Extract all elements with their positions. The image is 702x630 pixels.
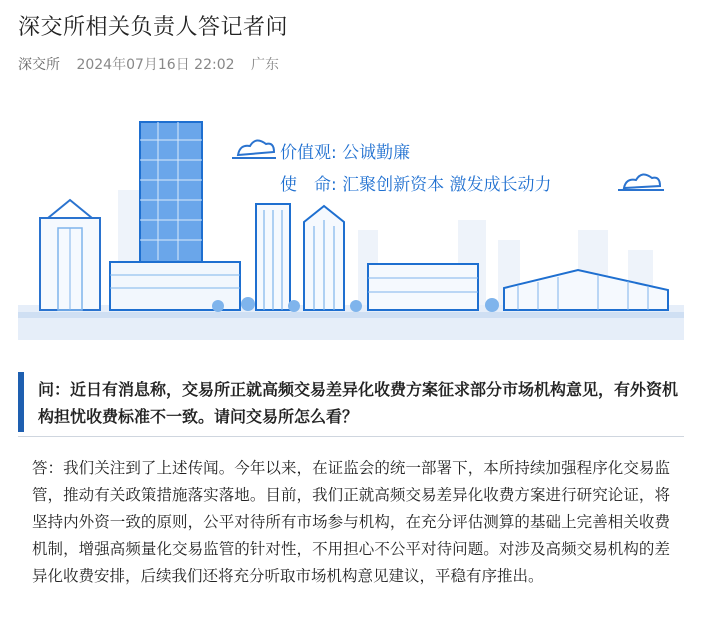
building-hex xyxy=(304,206,344,310)
answer-text: 答：我们关注到了上述传闻。今年以来，在证监会的统一部署下，本所持续加强程序化交易监管，推动有关政策措施落实落地。目前，我们正就高频交易差异化收费方案进行研究论证，将坚持内外资一致的原则，公平对待所有市场参与机构，在充分评估测算的基础上完善相关收费机制，增强高频量化交易监管的针对性，不用担心不公平对待问题。对涉及高频交易机构的差异化收费安排，后续我们还将充分听取市场机构意见建议，平稳有序推出。 xyxy=(32,459,670,585)
banner-image xyxy=(18,100,684,340)
article-source[interactable]: 深交所 xyxy=(18,57,60,73)
article-title: 深交所相关负责人答记者问 xyxy=(18,15,289,40)
banner-values: 价值观: 公诚勤廉 xyxy=(280,143,411,163)
question-block xyxy=(18,372,684,432)
banner-mission: 使 命: 汇聚创新资本 激发成长动力 xyxy=(280,175,552,195)
article-meta xyxy=(18,54,291,74)
answer-block xyxy=(18,436,684,624)
building-mid xyxy=(256,204,290,310)
article-datetime: 2024年07月16日 22:02 xyxy=(76,57,235,73)
article-region: 广东 xyxy=(250,57,279,73)
question-text: 问：近日有消息称，交易所正就高频交易差异化收费方案征求部分市场机构意见，有外资机构担忧收费标准不一致。请问交易所怎么看？ xyxy=(38,380,679,426)
